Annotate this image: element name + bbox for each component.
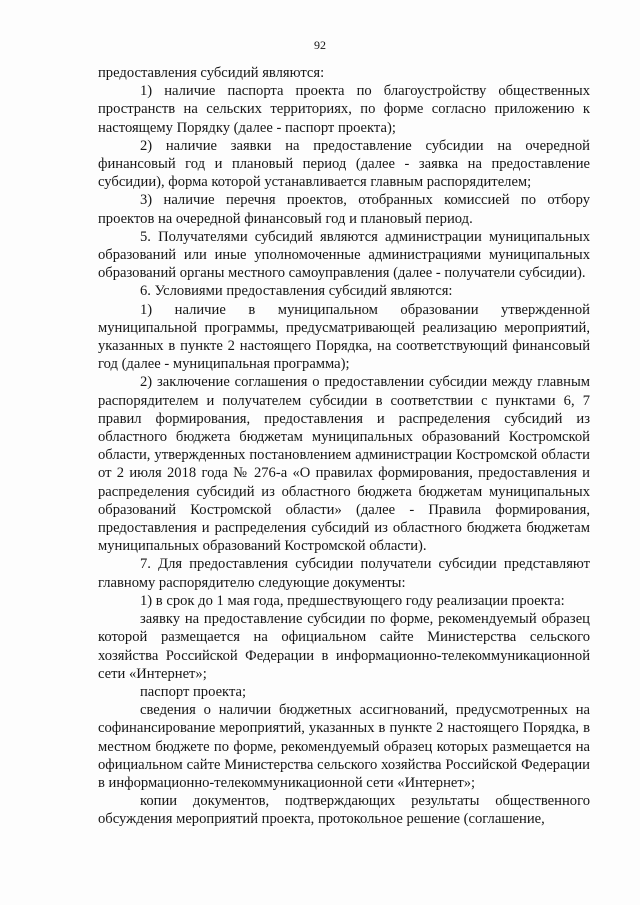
paragraph-condition-3: 3) наличие перечня проектов, отобранных комиссией по отбору проектов на очередной финансовый год и плановый период. [98,192,590,227]
paragraph-condition-1: 1) наличие паспорта проекта по благоустройству общественных пространств на сельских территориях, по форме согласно приложению к настоящему Порядку (далее - паспорт проекта); [98,83,590,136]
paragraph-condition-2: 2) наличие заявки на предоставление субсидии на очередной финансовый год и плановый период (далее - заявка на предоставление субсидии), форма которой устанавливается главным распорядителем; [98,137,590,191]
paragraph-section-6-item-1: 1) наличие в муниципальном образовании утвержденной муниципальной программы, предусматривающей реализацию мероприятий, указанных в пункте 2 настоящего Порядка, на соответствующий финансовый год (далее - муниципальная программа); [98,301,590,373]
paragraph-section-6: 6. Условиями предоставления субсидий являются: [140,283,453,300]
paragraph-application: заявку на предоставление субсидии по форме, рекомендуемый образец которой размещается на официальном сайте Министерства сельского хозяйства Российской Федерации в информационно-телекоммуникационной сети «Интернет»; [98,611,590,682]
paragraph-budget-info: сведения о наличии бюджетных ассигнований, предусмотренных на софинансирование мероприятий, указанных в пункте 2 настоящего Порядка, в местном бюджете по форме, рекомендуемый образец которых размещается на официальном сайте Министерства сельского хозяйства Российской Федерации в информационно-телекоммуникационной сети «Интернет»; [98,702,590,791]
paragraph-section-7-item-1: 1) в срок до 1 мая года, предшествующего году реализации проекта: [140,592,565,609]
paragraph-section-6-item-2: 2) заключение соглашения о предоставлении субсидии между главным распорядителем и получателем субсидии в соответствии с пунктами 6, 7 правил формирования, предоставления и распределения субсидий из областного бюджета бюджетам муниципальных образований Костромской области, утвержденных постановлением администрации Костромской области от 2 июля 2018 года № 276-а «О правилах формирования, предоставления и распределения субсидий из областного бюджета бюджетам муниципальных образований Костромской области» (далее - Правила формирования, предоставления и распределения субсидий из областного бюджета бюджетам муниципальных образований Костромской области). [98,374,590,555]
paragraph-passport: паспорт проекта; [140,683,247,700]
document-body [98,64,590,829]
page-number: 92 [314,38,326,52]
paragraph-section-5: 5. Получателями субсидий являются администрации муниципальных образований или иные уполномоченные администрациями муниципальных образований органы местного самоуправления (далее - получатели субсидии). [98,228,590,282]
paragraph-continuation: предоставления субсидий являются: [98,65,325,81]
paragraph-section-7: 7. Для предоставления субсидии получатели субсидии представляют главному распорядителю следующие документы: [98,556,590,591]
paragraph-documents-copies: копии документов, подтверждающих результаты общественного обсуждения мероприятий проекта, протокольное решение (соглашение, [98,793,590,828]
